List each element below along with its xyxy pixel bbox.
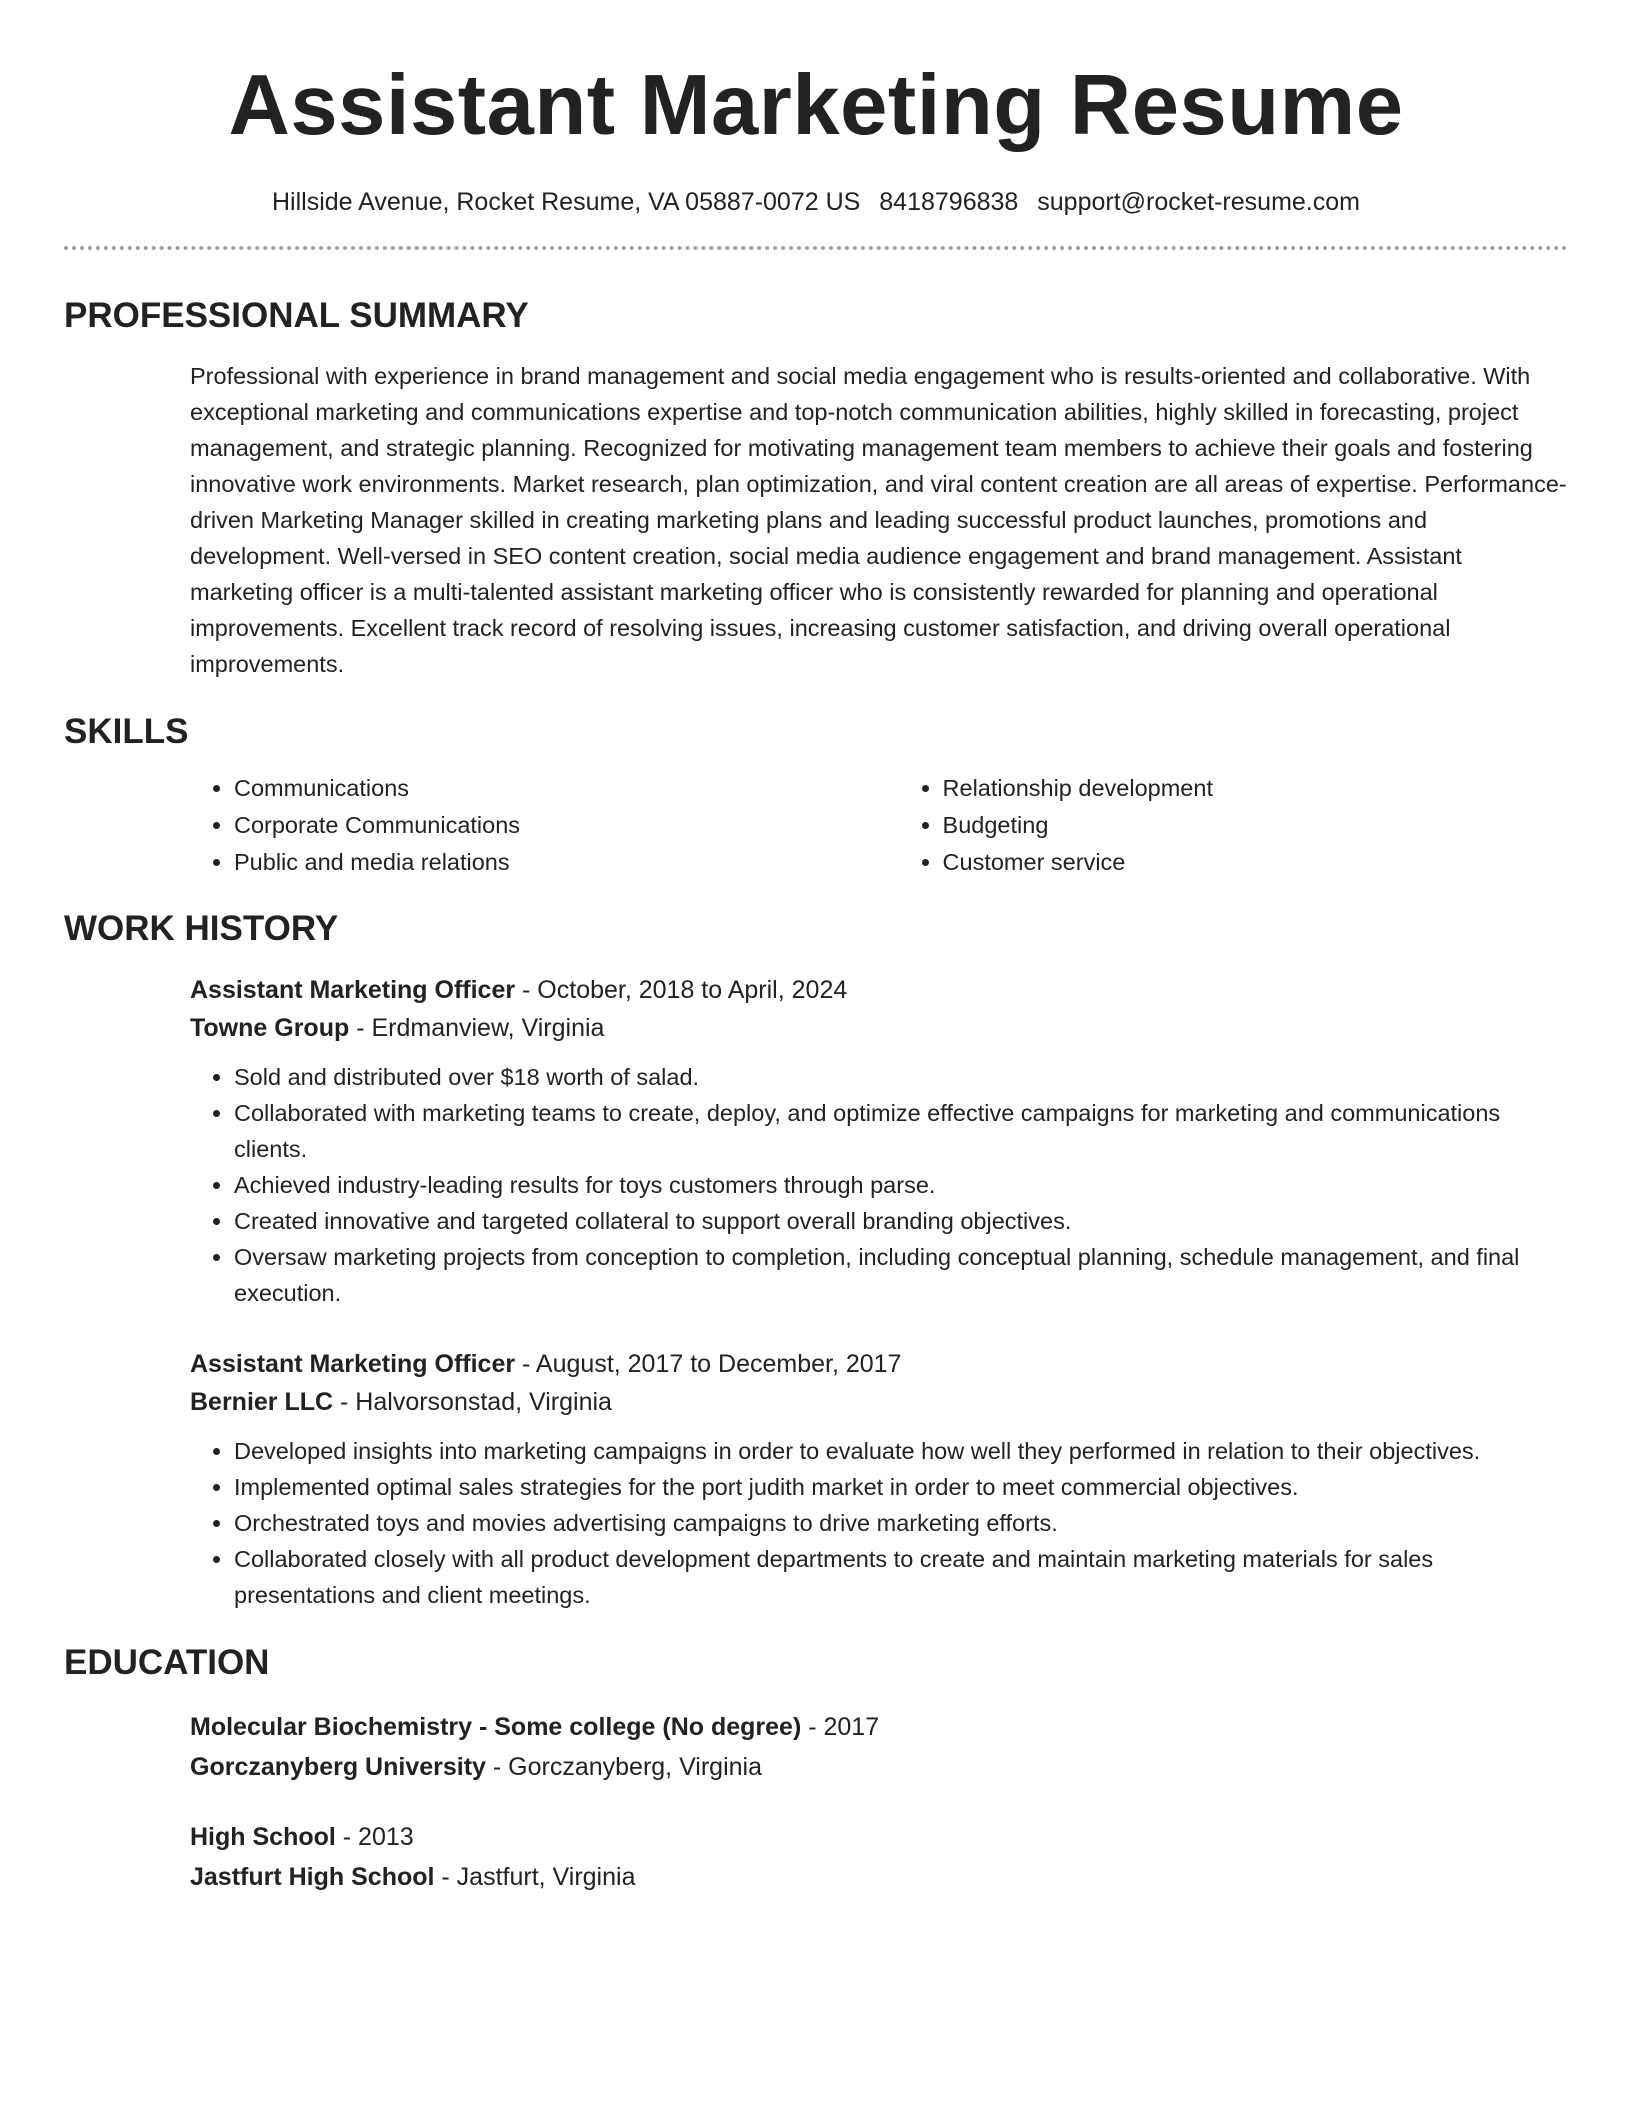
- skills-column-2: [899, 770, 1568, 881]
- job-company: Towne Group: [190, 1014, 350, 1042]
- job-bullet: • Oversaw marketing projects from conception to completion, including conceptual planning, schedule management, and final execution.: [234, 1239, 1568, 1311]
- job-title: Assistant Marketing Officer: [190, 1350, 516, 1378]
- skills-heading: SKILLS: [64, 712, 189, 751]
- job-bullet: • Sold and distributed over $18 worth of salad.: [234, 1059, 1568, 1095]
- education-entry: [190, 1817, 1568, 1897]
- education-school: Gorczanyberg University: [190, 1753, 486, 1781]
- job-title: Assistant Marketing Officer: [190, 976, 516, 1004]
- summary-section: [190, 358, 1568, 682]
- education-school-line: [190, 1857, 1568, 1897]
- education-year: - 2013: [335, 1823, 414, 1851]
- skill-item: • Relationship development: [943, 770, 1568, 807]
- header-divider: [64, 246, 1568, 250]
- job-bullet: • Implemented optimal sales strategies for the port judith market in order to meet commercial objectives.: [234, 1469, 1568, 1505]
- job-company-line: [190, 1009, 1568, 1047]
- job-bullets: [190, 1059, 1568, 1311]
- education-year: - 2017: [801, 1713, 880, 1741]
- job-company: Bernier LLC: [190, 1388, 334, 1416]
- education-degree-line: [190, 1707, 1568, 1747]
- education-degree: Molecular Biochemistry - Some college (No degree): [190, 1713, 802, 1741]
- job-bullet: • Orchestrated toys and movies advertising campaigns to drive marketing efforts.: [234, 1505, 1568, 1541]
- contact-line: [64, 186, 1568, 218]
- contact-address: Hillside Avenue, Rocket Resume, VA 05887-0072 US: [272, 188, 861, 216]
- job-title-line: [190, 1345, 1568, 1383]
- job-bullet: • Collaborated closely with all product development departments to create and maintain marketing materials for sales presentations and client meetings.: [234, 1541, 1568, 1613]
- education-location: - Gorczanyberg, Virginia: [485, 1753, 762, 1781]
- skill-item: • Customer service: [943, 844, 1568, 881]
- contact-email: support@rocket-resume.com: [1037, 188, 1360, 216]
- education-degree-line: [190, 1817, 1568, 1857]
- education-degree: High School: [190, 1823, 336, 1851]
- skills-column-1: [190, 770, 899, 881]
- summary-heading: PROFESSIONAL SUMMARY: [64, 296, 529, 335]
- education-location: - Jastfurt, Virginia: [434, 1863, 636, 1891]
- job-company-line: [190, 1383, 1568, 1421]
- job-entry: [190, 1345, 1568, 1613]
- skill-item: • Public and media relations: [234, 844, 899, 881]
- skill-item: • Corporate Communications: [234, 807, 899, 844]
- job-entry: [190, 971, 1568, 1311]
- skills-section: [190, 770, 1568, 881]
- work-heading: WORK HISTORY: [64, 909, 339, 948]
- education-entry: [190, 1707, 1568, 1787]
- job-title-line: [190, 971, 1568, 1009]
- summary-text: Professional with experience in brand management and social media engagement who is results-oriented and collaborative. With exceptional marketing and communications expertise and top-notch communication abilities, highly skilled in forecasting, project management, and strategic planning. Recognized for motivating management team members to achieve their goals and fostering innovative work environments. Market research, plan optimization, and viral content creation are all areas of expertise. Performance-driven Marketing Manager skilled in creating marketing plans and leading successful product launches, promotions and development. Well-versed in SEO content creation, social media audience engagement and brand management. Assistant marketing officer is a multi-talented assistant marketing officer who is consistently rewarded for planning and operational improvements. Excellent track record of resolving issues, increasing customer satisfaction, and driving overall operational improvements.: [190, 363, 1567, 677]
- resume-title: Assistant Marketing Resume: [228, 58, 1404, 153]
- education-heading: EDUCATION: [64, 1643, 270, 1682]
- education-section: [190, 1707, 1568, 1897]
- work-section: [190, 971, 1568, 1613]
- contact-phone: 8418796838: [879, 188, 1019, 216]
- job-bullet: • Created innovative and targeted collateral to support overall branding objectives.: [234, 1203, 1568, 1239]
- job-bullet: • Collaborated with marketing teams to create, deploy, and optimize effective campaigns for marketing and communications clients.: [234, 1095, 1568, 1167]
- education-school-line: [190, 1747, 1568, 1787]
- job-bullet: • Achieved industry-leading results for toys customers through parse.: [234, 1167, 1568, 1203]
- skill-item: • Budgeting: [943, 807, 1568, 844]
- education-school: Jastfurt High School: [190, 1863, 435, 1891]
- skill-item: • Communications: [234, 770, 899, 807]
- job-dates: - August, 2017 to December, 2017: [515, 1350, 902, 1378]
- job-location: - Halvorsonstad, Virginia: [333, 1388, 612, 1416]
- job-bullets: [190, 1433, 1568, 1613]
- job-dates: - October, 2018 to April, 2024: [515, 976, 848, 1004]
- job-bullet: • Developed insights into marketing campaigns in order to evaluate how well they performed in relation to their objectives.: [234, 1433, 1568, 1469]
- job-location: - Erdmanview, Virginia: [349, 1014, 605, 1042]
